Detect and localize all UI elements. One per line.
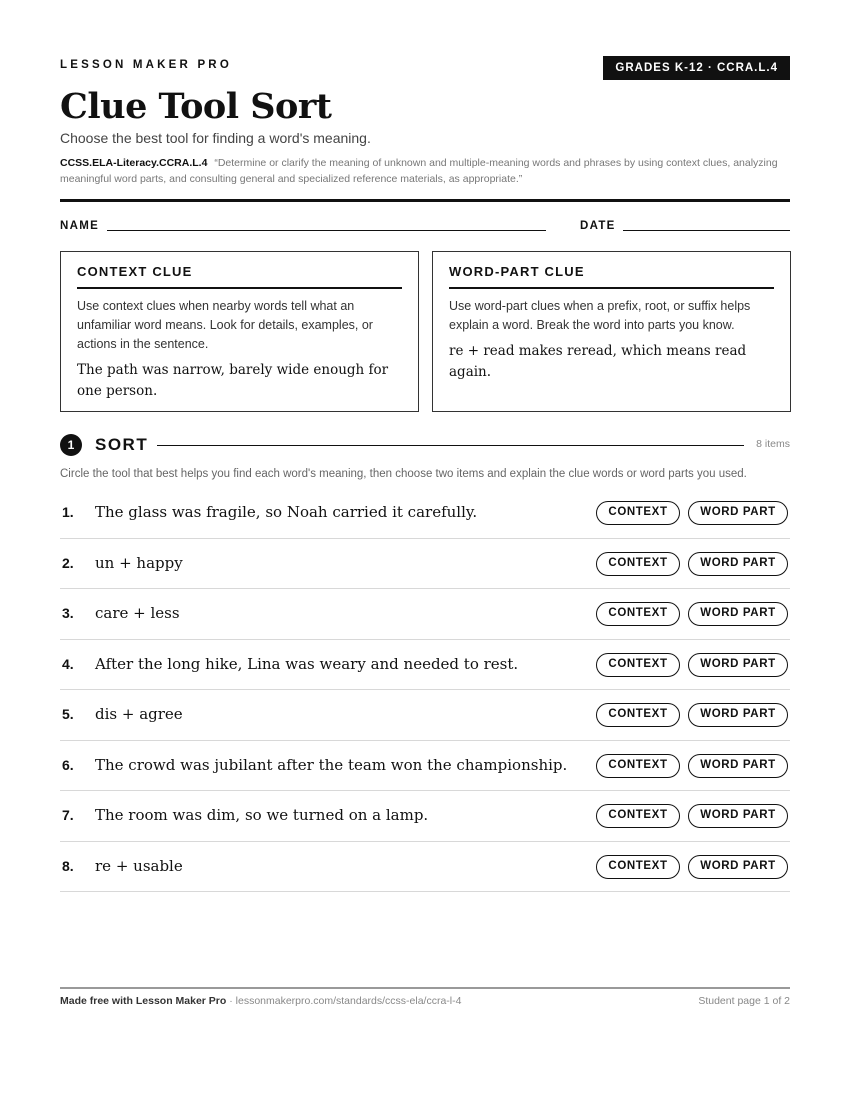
item-number: 1. <box>62 504 74 520</box>
word-part-option-button[interactable]: WORD PART <box>688 855 788 879</box>
context-clue-card <box>60 251 419 412</box>
item-text: re + usable <box>95 856 183 875</box>
standard-text: “Determine or clarify the meaning of unknown and multiple-meaning words and phrases by using context clues, analyzing meaningful word parts, and consulting general and specialized reference materials, as appropriate.” <box>60 157 778 185</box>
context-option-button[interactable]: CONTEXT <box>596 754 680 778</box>
list-item <box>60 842 790 893</box>
context-option-button[interactable]: CONTEXT <box>596 501 680 525</box>
footer-url: · lessonmakerpro.com/standards/ccss-ela/ccra-l-4 <box>226 995 462 1007</box>
section-instructions: Circle the tool that best helps you find each word's meaning, then choose two items and explain the clue words or word parts you used. <box>60 468 747 480</box>
page-subtitle: Choose the best tool for finding a word's meaning. <box>60 130 371 146</box>
word-part-option-button[interactable]: WORD PART <box>688 653 788 677</box>
item-number: 4. <box>62 655 74 672</box>
item-text: The glass was fragile, so Noah carried it carefully. <box>95 503 478 521</box>
item-number: 6. <box>62 756 74 773</box>
list-item <box>60 488 790 539</box>
word-part-clue-title: WORD-PART CLUE <box>449 264 774 289</box>
sort-item-list <box>60 488 790 892</box>
list-item <box>60 539 790 590</box>
context-option-button[interactable]: CONTEXT <box>596 855 680 879</box>
item-number: 5. <box>62 706 74 722</box>
context-clue-example: The path was narrow, barely wide enough for one person. <box>77 362 389 399</box>
footer-credit <box>60 995 461 1007</box>
context-option-button[interactable]: CONTEXT <box>596 804 680 828</box>
word-part-option-button[interactable]: WORD PART <box>688 703 788 727</box>
context-clue-title: CONTEXT CLUE <box>77 264 402 289</box>
context-option-button[interactable]: CONTEXT <box>596 552 680 576</box>
context-option-button[interactable]: CONTEXT <box>596 703 680 727</box>
word-part-clue-card <box>432 251 791 412</box>
header-divider <box>60 199 790 202</box>
word-part-clue-example: re + read makes reread, which means read again. <box>449 343 747 380</box>
item-number: 3. <box>62 605 74 621</box>
word-part-option-button[interactable]: WORD PART <box>688 754 788 778</box>
item-text: care + less <box>95 604 180 622</box>
footer-made-with: Made free with Lesson Maker Pro <box>60 995 227 1007</box>
word-part-option-button[interactable]: WORD PART <box>688 501 788 525</box>
page-title: Clue Tool Sort <box>60 86 332 127</box>
item-text: The crowd was jubilant after the team won the championship. <box>95 755 568 774</box>
item-count: 8 items <box>756 438 790 450</box>
context-option-button[interactable]: CONTEXT <box>596 602 680 626</box>
top-bar <box>60 56 790 80</box>
brand-name: LESSON MAKER PRO <box>60 59 232 71</box>
word-part-option-button[interactable]: WORD PART <box>688 602 788 626</box>
name-date-row <box>60 219 790 235</box>
name-label: NAME <box>60 220 100 232</box>
footer-divider <box>60 987 790 989</box>
section-number-badge: 1 <box>60 434 82 456</box>
standard-description <box>60 155 790 187</box>
item-number: 2. <box>62 554 74 571</box>
context-clue-description: Use context clues when nearby words tell what an unfamiliar word means. Look for details, examples, or actions in the sentence. <box>77 299 373 351</box>
grade-badge: GRADES K-12 · CCRA.L.4 <box>603 56 790 80</box>
date-label: DATE <box>580 220 616 232</box>
word-part-clue-description: Use word-part clues when a prefix, root, or suffix helps explain a word. Break the word into parts you know. <box>449 299 751 332</box>
date-field[interactable] <box>623 230 790 231</box>
section-title: SORT <box>95 435 149 454</box>
context-option-button[interactable]: CONTEXT <box>596 653 680 677</box>
list-item <box>60 640 790 691</box>
list-item <box>60 589 790 640</box>
word-part-option-button[interactable]: WORD PART <box>688 552 788 576</box>
word-part-option-button[interactable]: WORD PART <box>688 804 788 828</box>
list-item <box>60 690 790 741</box>
section-divider <box>157 445 744 446</box>
item-text: The room was dim, so we turned on a lamp. <box>95 806 429 824</box>
item-text: un + happy <box>95 553 183 572</box>
section-header <box>60 434 790 456</box>
standard-code: CCSS.ELA-Literacy.CCRA.L.4 <box>60 157 208 169</box>
item-text: dis + agree <box>95 705 183 723</box>
item-text: After the long hike, Lina was weary and needed to rest. <box>95 654 519 673</box>
item-number: 7. <box>62 807 74 823</box>
name-field[interactable] <box>107 230 546 231</box>
list-item <box>60 741 790 792</box>
item-number: 8. <box>62 857 74 874</box>
list-item <box>60 791 790 842</box>
footer-page-number: Student page 1 of 2 <box>698 995 790 1007</box>
